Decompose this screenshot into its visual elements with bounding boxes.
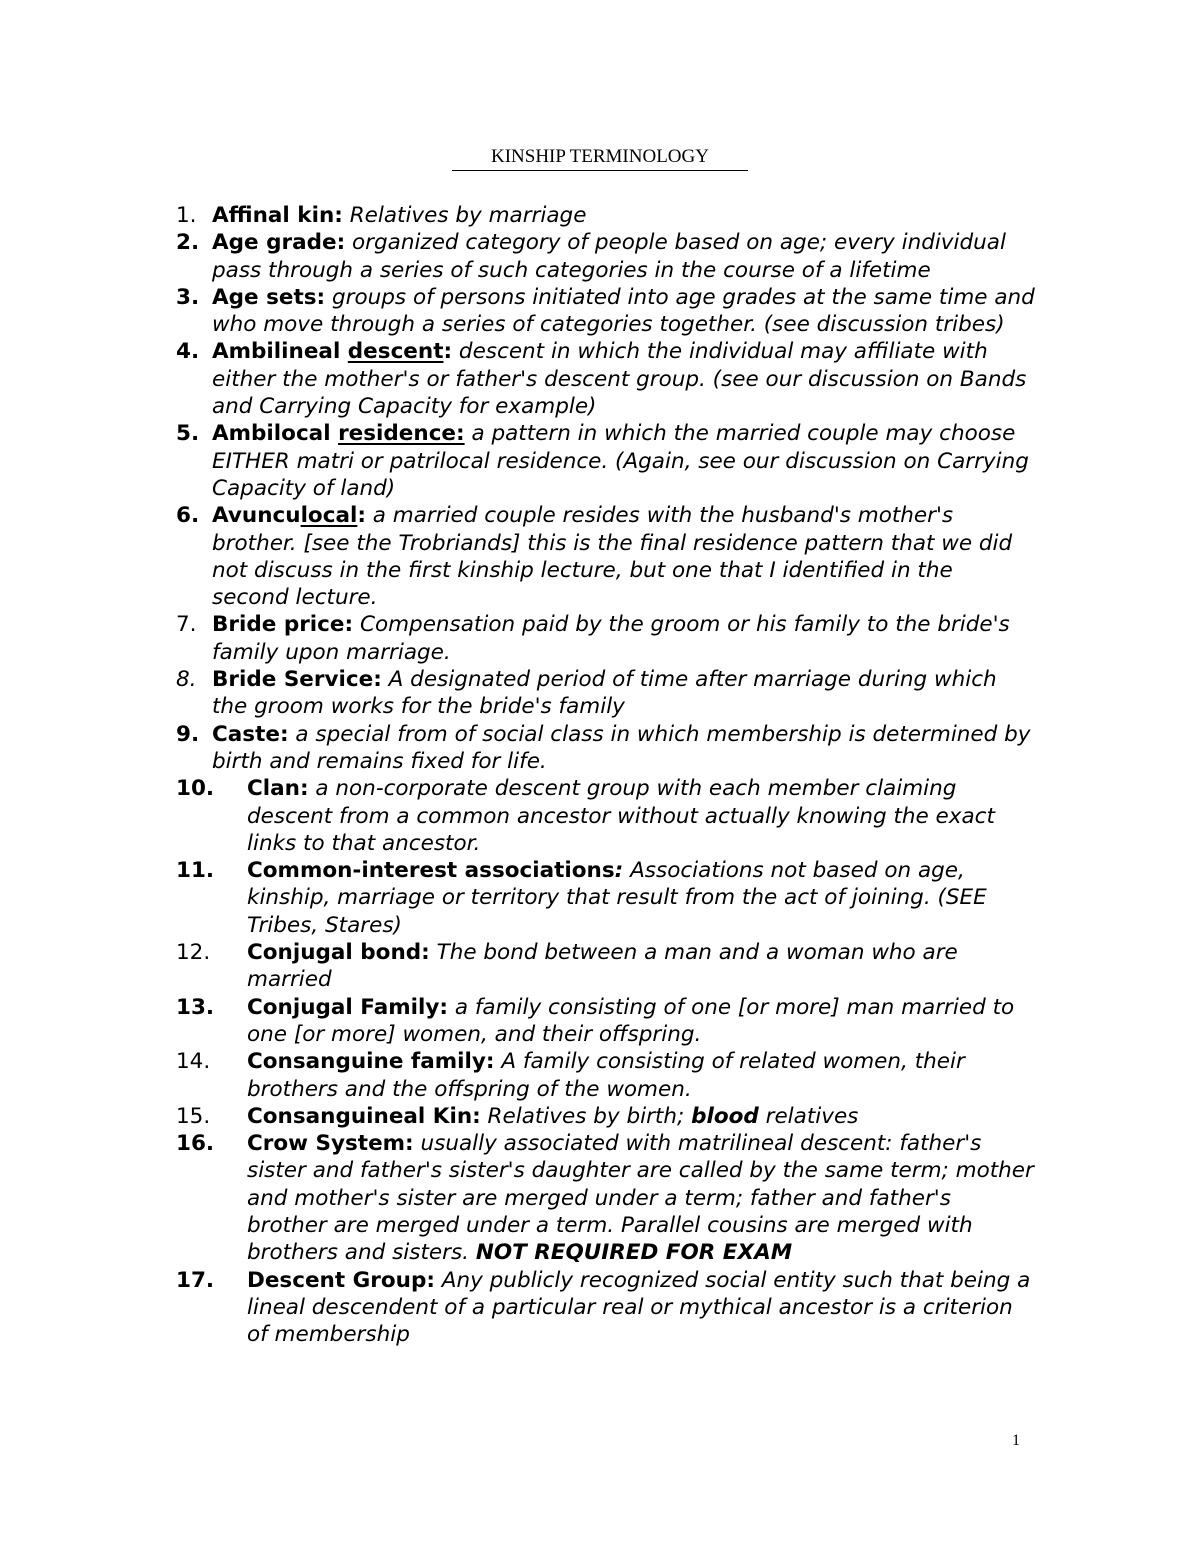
item-text [212,502,1036,611]
item-text [247,994,1036,1049]
item-number: 10. [176,776,215,802]
term-definition-emphasis: NOT REQUIRED FOR EXAM [475,1240,793,1266]
page-number: 1 [1012,1432,1020,1449]
item-number: 13. [176,994,215,1020]
list-item [176,721,1036,776]
list-item [176,420,1036,502]
term-definition: A family consisting of related women, their brothers and the offspring of the women. [247,1049,965,1102]
item-number: 17. [176,1267,215,1293]
term-colon: : [357,503,366,529]
list-item [176,666,1036,721]
item-number: 14. [176,1049,211,1075]
document-title: KINSHIP TERMINOLOGY [452,145,748,171]
term-label-underlined: descent [347,339,444,365]
item-number: 6. [176,503,200,529]
list-item [176,857,1036,939]
term-definition: organized category of people based on age; every individual pass through a series of such categories in the course of a lifetime [212,230,1006,283]
term-label: Consanguine family: [247,1049,495,1075]
list-item [176,284,1036,339]
list-item [176,338,1036,420]
item-text [212,666,1036,721]
term-definition: Relatives by birth; [480,1103,692,1129]
term-definition: The bond between a man and a woman who are married [247,940,958,993]
item-text [212,202,1036,229]
list-item [176,202,1036,229]
item-text [212,284,1036,339]
term-definition: a pattern in which the married couple may choose EITHER matri or patrilocal residence. (Again, see our discussion on Carrying Capacity of land) [212,421,1029,501]
item-text [247,1103,1036,1130]
item-text [212,420,1036,502]
list-item [176,939,1036,994]
term-list [176,202,1036,1348]
term-label: Caste: [212,721,289,747]
list-item [176,775,1036,857]
term-label: Bride price: [212,612,354,638]
term-label: Common-interest associations [247,858,615,884]
term-label: Conjugal bond: [247,940,430,966]
list-item [176,1103,1036,1130]
item-number: 3. [176,284,200,310]
item-text [247,1130,1036,1266]
item-number: 16. [176,1131,215,1157]
item-number: 8. [176,667,197,693]
term-definition: a special from of social class in which membership is determined by birth and remains fixed for life. [212,721,1031,774]
list-item [176,229,1036,284]
item-number: 11. [176,858,215,884]
item-number: 9. [176,721,200,747]
term-definition: groups of persons initiated into age grades at the same time and who move through a series of categories together. (see discussion tribes) [212,284,1035,338]
term-label: Age sets: [212,284,326,310]
item-text [247,857,1036,939]
term-definition: a non-corporate descent group with each member claiming descent from a common ancestor without actually knowing the exact links to that ancestor. [247,776,995,856]
item-number: 2. [176,230,200,256]
list-item [176,611,1036,666]
term-label-underlined: residence: [338,421,465,447]
term-definition: descent in which the individual may affiliate with either the mother's or father's descent group. (see our discussion on Bands and Carrying Capacity for example) [212,339,1027,420]
term-colon: : [614,858,624,884]
term-label: Descent Group: [247,1267,435,1293]
item-text [212,338,1036,420]
term-label: Bride Service: [212,667,382,693]
term-label: Consanguineal Kin: [247,1103,481,1129]
item-number: 7. [176,612,197,638]
term-label: Ambilineal [212,339,348,365]
term-label: Avuncu [212,503,301,529]
term-definition-end: relatives [758,1103,859,1129]
term-definition: Associations not based on age, kinship, marriage or territory that result from the act of joining. (SEE Tribes, Stares) [247,858,987,938]
item-text [247,775,1036,857]
term-label: Age grade: [212,230,346,256]
term-label: Ambilocal [212,421,339,447]
term-definition: usually associated with matrilineal descent: father's sister and father's sister's daughter are called by the same term; mother and mother's sister are merged under a term; father and father's brother are merged under a term. Parallel cousins are merged with brothers and sisters. [247,1131,1034,1266]
item-text [212,721,1036,776]
list-item [176,994,1036,1049]
item-text [212,611,1036,666]
term-label: Affinal kin: [212,203,343,228]
term-definition: Any publicly recognized social entity such that being a lineal descendent of a particular real or mythical ancestor is a criterion of membership [247,1267,1031,1348]
term-colon: : [443,339,453,365]
list-item [176,1048,1036,1103]
term-label-underlined: local [300,503,358,529]
list-item [176,502,1036,611]
term-definition-emphasis: blood [691,1103,759,1129]
item-number: 15. [176,1103,211,1129]
term-definition: Compensation paid by the groom or his family to the bride's family upon marriage. [212,612,1010,665]
item-number: 12. [176,940,211,966]
list-item [176,1130,1036,1266]
term-label: Crow System: [247,1131,414,1157]
term-label: Clan: [247,776,309,802]
term-definition: A designated period of time after marriage during which the groom works for the bride's family [212,667,997,720]
term-label: Conjugal Family: [247,994,448,1020]
list-item [176,1267,1036,1349]
item-text [212,229,1036,284]
item-text [247,939,1036,994]
item-text [247,1267,1036,1349]
term-definition: a married couple resides with the husband's mother's brother. [see the Trobriands] this is the final residence pattern that we did not discuss in the first kinship lecture, but one that I identified in the second lecture. [212,503,1013,611]
term-definition: Relatives by marriage [342,203,587,228]
item-text [247,1048,1036,1103]
item-number: 1. [176,203,197,228]
term-definition: a family consisting of one [or more] man married to one [or more] women, and their offspring. [247,994,1015,1047]
item-number: 4. [176,339,200,365]
item-number: 5. [176,421,200,447]
